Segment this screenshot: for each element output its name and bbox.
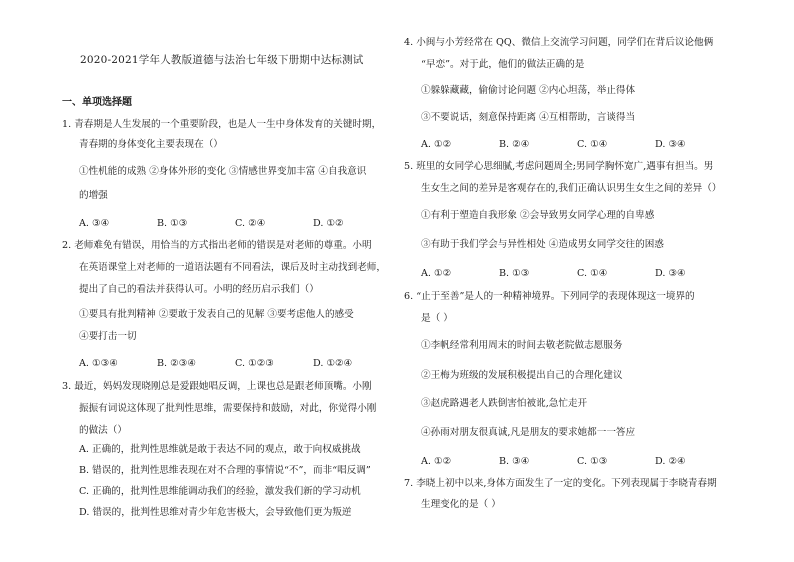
q6-statement-2: ②王梅为班级的发展积极提出自己的合理化建议	[421, 370, 623, 381]
q4-option-a[interactable]: A. ①②	[421, 139, 452, 150]
q3-line3: 的做法（）	[79, 425, 127, 436]
q2-options	[79, 358, 391, 370]
q5-option-a[interactable]: A. ①②	[421, 268, 452, 279]
q3-line2: 振振有词说这体现了批判性思维，需要保持和鼓励，对此，你觉得小刚	[79, 403, 377, 414]
q2-statements-line2: ④要打击一切	[79, 331, 137, 342]
q2-line2: 在英语课堂上对老师的一道语法题有不同看法，课后及时主动找到老师，	[79, 262, 386, 273]
q3-option-a[interactable]: A. 正确的，批判性思维就是敢于表达不同的观点，敢于向权威挑战	[79, 444, 361, 455]
q2-option-b[interactable]: B. ②③④	[157, 358, 196, 369]
q2-option-c[interactable]: C. ①②③	[235, 358, 274, 369]
q4-line1: 4. 小闽与小芳经常在 QQ、微信上交流学习问题，同学们在背后议论他俩	[404, 37, 714, 48]
q5-options	[421, 268, 733, 280]
q4-option-b[interactable]: B. ②④	[499, 139, 530, 150]
exam-title: 2020-2021学年人教版道德与法治七年级下册期中达标测试	[80, 54, 364, 66]
q2-option-d[interactable]: D. ①②④	[313, 358, 353, 369]
q5-option-c[interactable]: C. ①④	[577, 268, 608, 279]
q4-option-d[interactable]: D. ③④	[655, 139, 686, 150]
q1-options	[79, 218, 391, 230]
q7-line2: 生理变化的是（ ）	[421, 499, 501, 510]
q6-option-d[interactable]: D. ②④	[655, 456, 686, 467]
q4-option-c[interactable]: C. ①④	[577, 139, 608, 150]
q2-statements-line1: ①要具有批判精神 ②要敢于发表自己的见解 ③要考虑他人的感受	[79, 309, 354, 320]
q4-options	[421, 139, 733, 151]
q1-line1: 1. 青春期是人生发展的一个重要阶段，也是人一生中身体发育的关键时期，	[62, 119, 382, 130]
q3-line1: 3. 最近，妈妈发现晓刚总是爱跟她唱反调，上课也总是跟老师顶嘴。小刚	[62, 381, 372, 392]
q2-line1: 2. 老师难免有错误，用恰当的方式指出老师的错误是对老师的尊重。小明	[62, 240, 372, 251]
q2-option-a[interactable]: A. ①③④	[79, 358, 118, 369]
q5-option-b[interactable]: B. ①③	[499, 268, 530, 279]
q4-statements-line2: ③不要说话，刻意保持距离 ④互相帮助，言谈得当	[421, 112, 636, 123]
q2-line3: 提出了自己的看法并获得认可。小明的经历启示我们（）	[79, 284, 319, 295]
q1-option-c[interactable]: C. ②④	[235, 218, 266, 229]
q4-statements-line1: ①躲躲藏藏，偷偷讨论问题 ②内心坦荡，举止得体	[421, 85, 636, 96]
q1-option-b[interactable]: B. ①③	[157, 218, 188, 229]
q1-statements-line2: 的增强	[79, 190, 108, 201]
q5-statements-line2: ③有助于我们学会与异性相处 ④造成男女同学交往的困惑	[421, 239, 664, 250]
q1-line2: 青春期的身体变化主要表现在（）	[79, 139, 223, 150]
q6-statement-4: ④孙雨对朋友很真诚,凡是朋友的要求她都一一答应	[421, 427, 636, 438]
q5-line2: 生女生之间的差异是客观存在的,我们正确认识男生女生之间的差异（）	[421, 183, 722, 194]
q6-line1: 6. “止于至善”是人的一种精神境界。下列同学的表现体现这一境界的	[404, 291, 695, 302]
q3-option-c[interactable]: C. 正确的，批判性思维能调动我们的经验，激发我们新的学习动机	[79, 486, 361, 497]
q1-option-a[interactable]: A. ③④	[79, 218, 110, 229]
q1-option-d[interactable]: D. ①②	[313, 218, 344, 229]
q6-line2: 是（ ）	[421, 313, 453, 324]
q6-options	[421, 456, 733, 468]
q6-statement-3: ③赵虎路遇老人跌倒害怕被讹,急忙走开	[421, 398, 588, 409]
q6-option-c[interactable]: C. ①③	[577, 456, 608, 467]
q4-line2: “早恋”。对于此，他们的做法正确的是	[421, 59, 585, 70]
q6-statement-1: ①李帆经常利用周末的时间去敬老院做志愿服务	[421, 340, 623, 351]
q3-option-b[interactable]: B. 错误的，批判性思维表现在对不合理的事情说“不”，而非“唱反调”	[79, 465, 371, 476]
q1-statements-line1: ①性机能的成熟 ②身体外形的变化 ③情感世界变加丰富 ④自我意识	[79, 166, 367, 177]
q5-statements-line1: ①有利于塑造自我形象 ②会导致男女同学心理的自卑感	[421, 210, 655, 221]
q3-option-d[interactable]: D. 错误的，批判性思维对青少年危害极大，会导致他们更为叛逆	[79, 507, 352, 518]
q5-line1: 5. 班里的女同学心思细腻,考虑问题周全;男同学胸怀宽广,遇事有担当。男	[404, 161, 714, 172]
section-heading: 一、单项选择题	[62, 97, 132, 108]
q6-option-a[interactable]: A. ①②	[421, 456, 452, 467]
q6-option-b[interactable]: B. ③④	[499, 456, 530, 467]
q7-line1: 7. 李晓上初中以来,身体方面发生了一定的变化。下列表现属于李晓青春期	[404, 478, 717, 489]
q5-option-d[interactable]: D. ③④	[655, 268, 686, 279]
